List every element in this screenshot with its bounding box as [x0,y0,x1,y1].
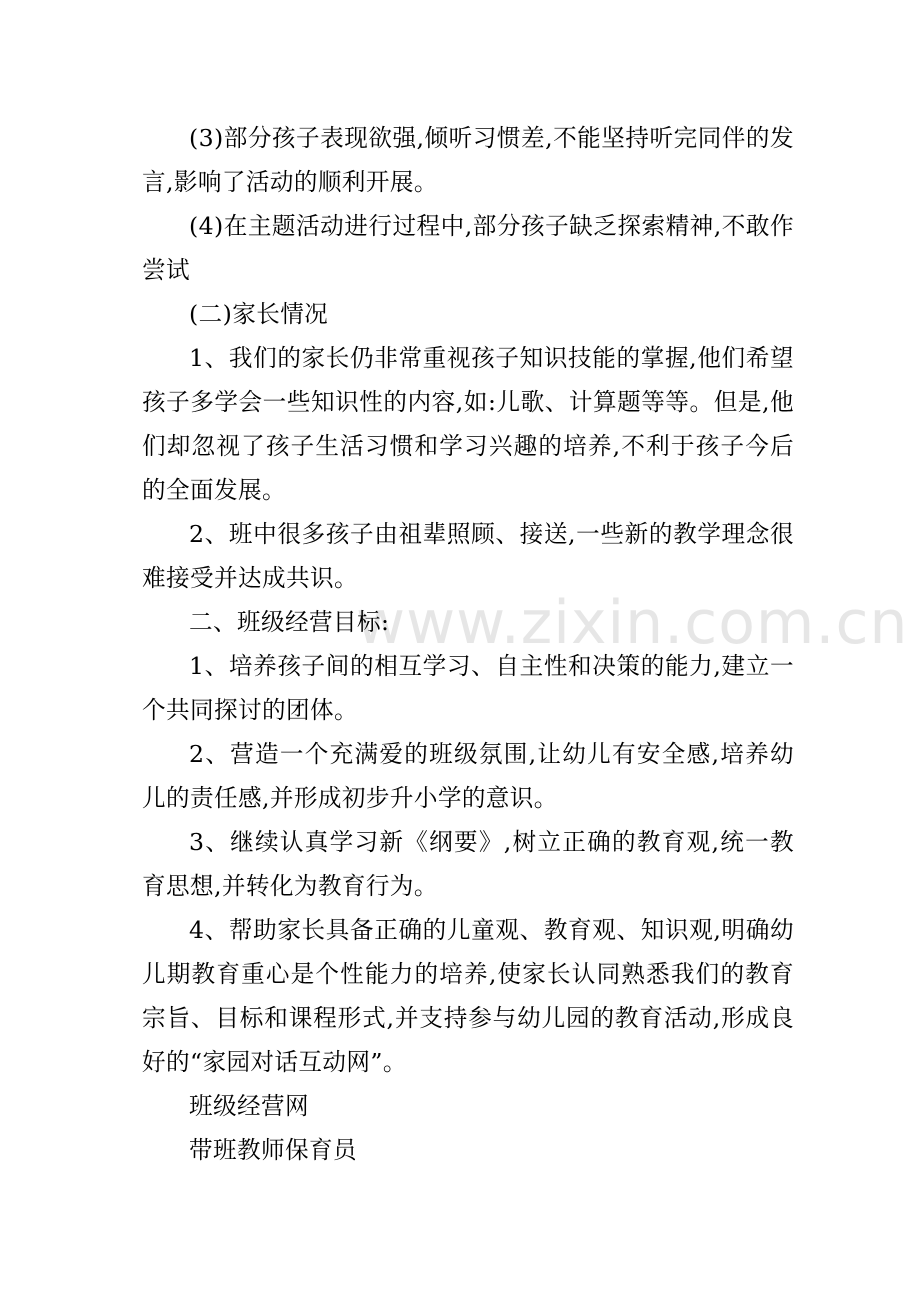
paragraph-problem-4: (4)在主题活动进行过程中,部分孩子缺乏探索精神,不敢作尝试 [142,212,794,284]
paragraph-goal-3: 3、继续认真学习新《纲要》,树立正确的教育观,统一教育思想,并转化为教育行为。 [142,828,794,900]
section-heading-parents: (二)家长情况 [189,300,329,328]
watermark: www.zixin.com.cn [356,588,909,658]
paragraph-goal-1: 1、培养孩子间的相互学习、自主性和决策的能力,建立一个共同探讨的团体。 [142,652,794,724]
paragraph-goal-4: 4、帮助家长具备正确的儿童观、教育观、知识观,明确幼儿期教育重心是个性能力的培养,使家长认同熟悉我们的教育宗旨、目标和课程形式,并支持参与幼儿园的教育活动,形成良好的“家园对话互动网”。 [142,916,794,1076]
heading-staff: 带班教师保育员 [189,1136,357,1164]
paragraph-problem-3: (3)部分孩子表现欲强,倾听习惯差,不能坚持听完同伴的发言,影响了活动的顺利开展。 [142,124,794,196]
heading-class-network: 班级经营网 [189,1092,309,1120]
paragraph-parents-1: 1、我们的家长仍非常重视孩子知识技能的掌握,他们希望孩子多学会一些知识性的内容,如:儿歌、计算题等等。但是,他们却忽视了孩子生活习惯和学习兴趣的培养,不利于孩子今后的全面发展。 [142,344,794,504]
section-heading-goals: 二、班级经营目标: [189,608,390,636]
paragraph-goal-2: 2、营造一个充满爱的班级氛围,让幼儿有安全感,培养幼儿的责任感,并形成初步升小学的意识。 [142,740,794,812]
paragraph-parents-2: 2、班中很多孩子由祖辈照顾、接送,一些新的教学理念很难接受并达成共识。 [142,520,794,592]
